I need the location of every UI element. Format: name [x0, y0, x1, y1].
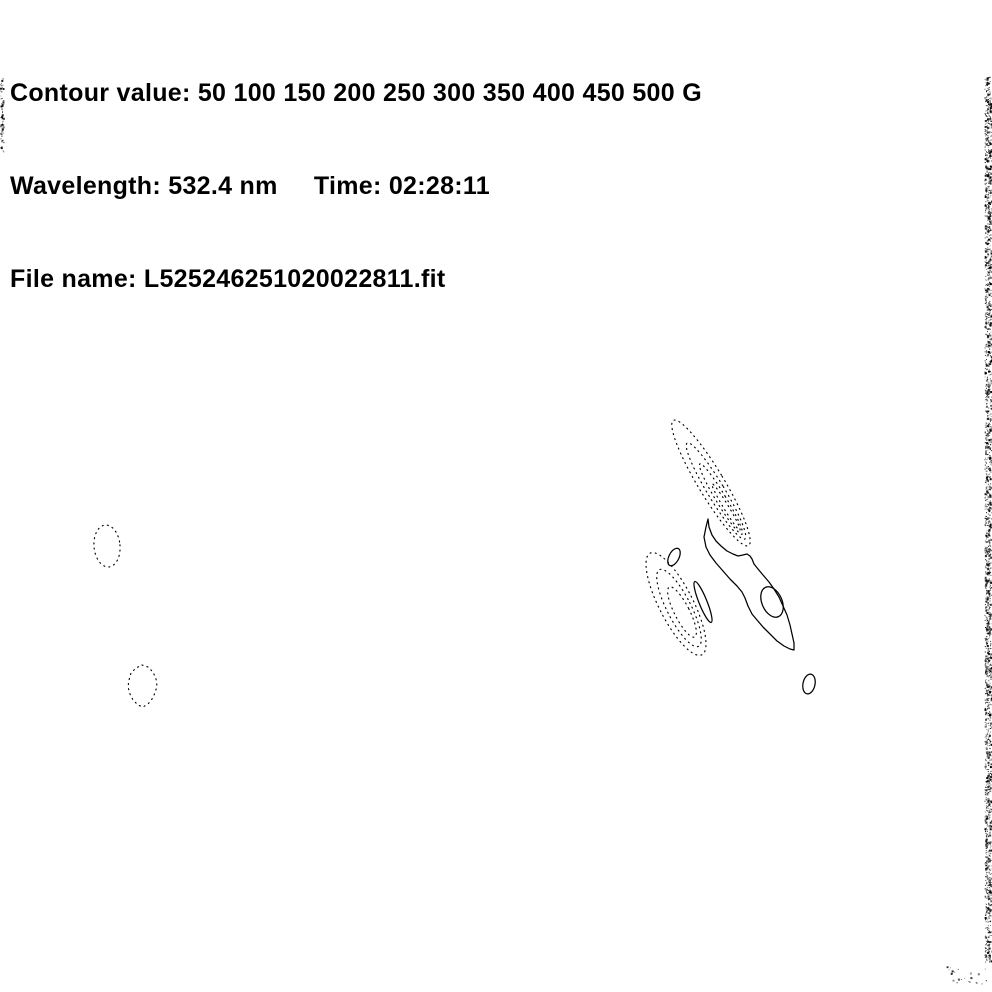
solid-main-outline-contour — [704, 519, 794, 650]
dotted-blob-southwest-contour — [128, 665, 157, 707]
solid-inner-ellipse-contour — [756, 583, 787, 620]
solid-small-ellipse-contour — [665, 546, 683, 567]
left-edge-noise-strip — [0, 78, 5, 152]
file-name-line: File name: L525246251020022811.fit — [10, 265, 446, 293]
solid-sliver-ellipse-contour — [691, 580, 715, 624]
dotted-oval-level-2-contour — [649, 564, 709, 652]
solid-small-oval-south-contour — [801, 673, 817, 695]
right-edge-noise-strip — [985, 77, 992, 963]
bottom-right-noise-dots — [947, 966, 987, 984]
wavelength-time-line: Wavelength: 532.4 nm Time: 02:28:11 — [10, 172, 490, 200]
dotted-ellipse-west-contour — [92, 524, 122, 568]
dotted-streak-level-4-contour — [710, 483, 742, 532]
contour-values-line: Contour value: 50 100 150 200 250 300 350 400 450 500 G — [10, 79, 702, 107]
dotted-streak-level-2-contour — [680, 439, 752, 544]
